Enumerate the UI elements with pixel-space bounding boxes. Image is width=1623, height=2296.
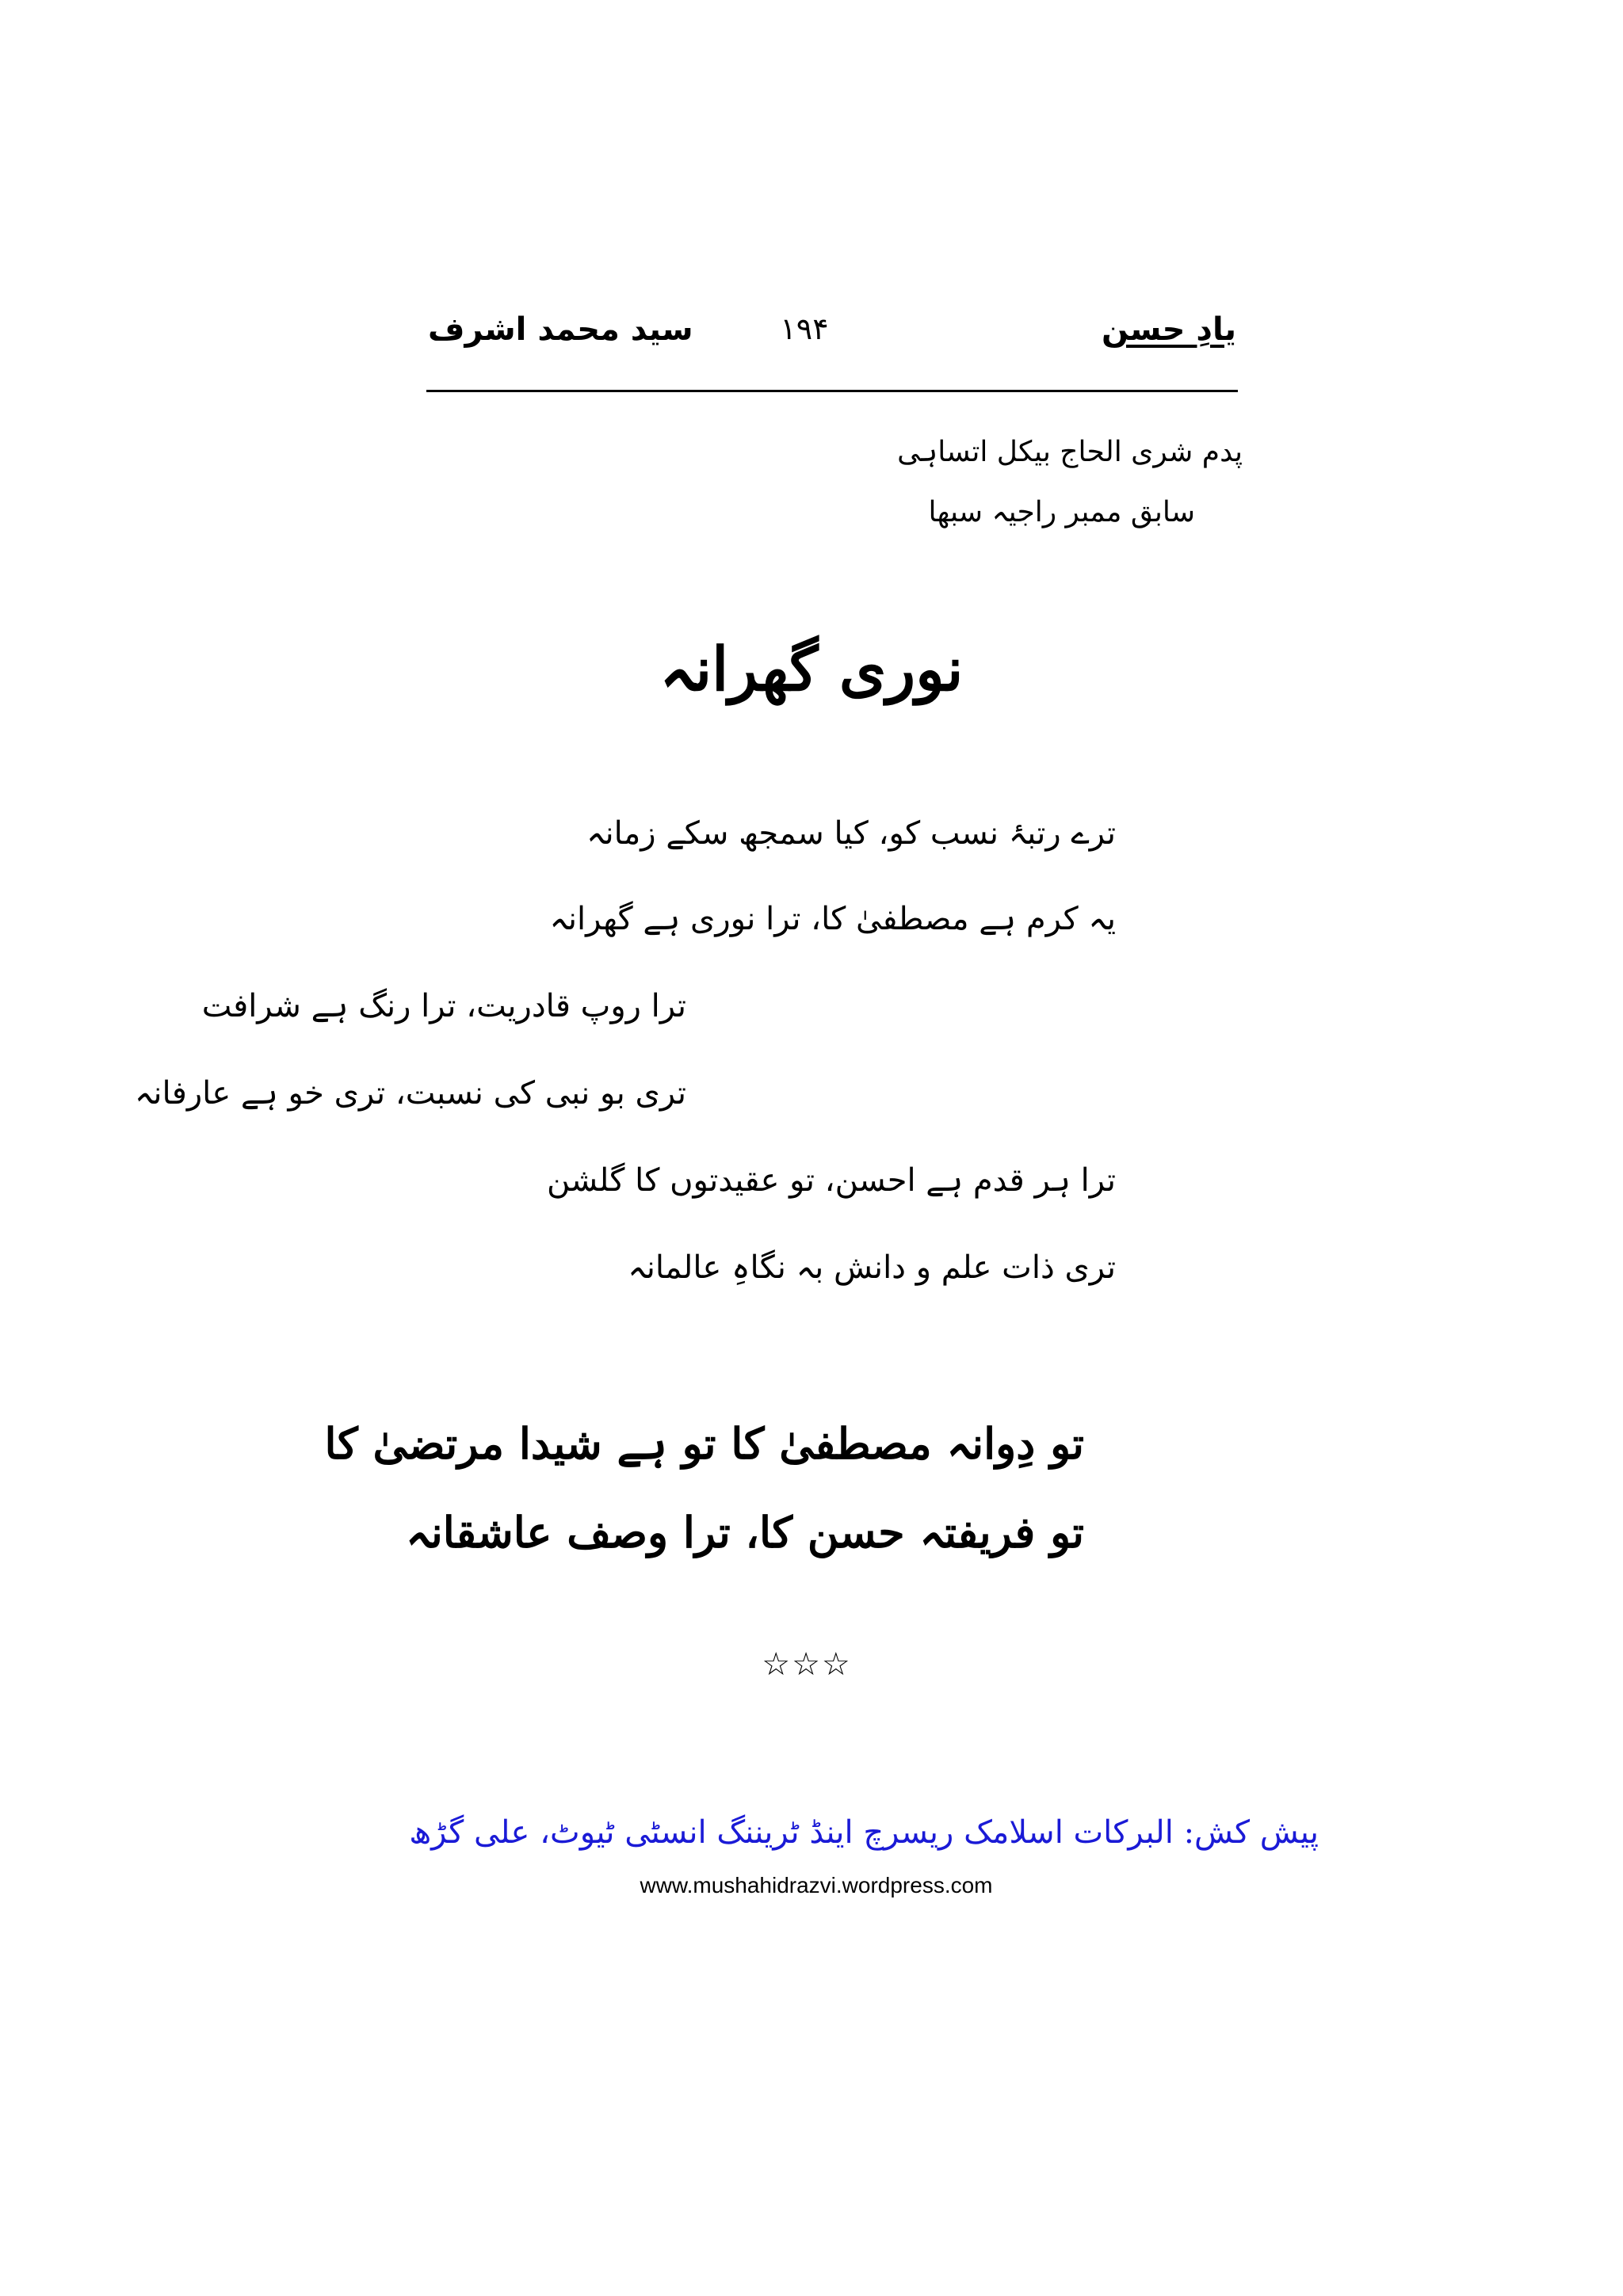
verse-line: تری ذات علم و دانش بہ نگاہِ عالمانہ — [628, 1249, 1116, 1286]
poet-title: سابق ممبر راجیہ سبھا — [928, 496, 1195, 528]
end-stars: ☆☆☆ — [762, 1646, 852, 1683]
footer-url[interactable]: www.mushahidrazvi.wordpress.com — [640, 1873, 993, 1897]
footer-credit: پیش کش: البرکات اسلامک ریسرچ اینڈ ٹریننگ انسٹی ٹیوٹ، علی گڑھ — [409, 1814, 1319, 1851]
book-title: یادِ حسن — [1101, 311, 1236, 348]
verse-line: ترا ہر قدم ہے احسن، تو عقیدتوں کا گلشن — [547, 1162, 1116, 1199]
verse-line: یہ کرم ہے مصطفیٰ کا، ترا نوری ہے گھرانہ — [549, 901, 1116, 937]
verse-line: تری بو نبی کی نسبت، تری خو ہے عارفانہ — [134, 1075, 686, 1112]
header-rule — [426, 390, 1238, 392]
verse-line: ترے رتبۂ نسب کو، کیا سمجھ سکے زمانہ — [586, 815, 1116, 852]
poet-name: پدم شری الحاج بیکل اتساہی — [897, 436, 1243, 468]
poem-title: نوری گھرانہ — [659, 634, 964, 704]
verse-line: ترا روپ قادریت، ترا رنگ ہے شرافت — [201, 988, 686, 1024]
final-couplet-line: تو دِوانہ مصطفیٰ کا تو ہے شیدا مرتضیٰ کا — [324, 1418, 1084, 1469]
header-author: سید محمد اشرف — [428, 311, 693, 348]
page-number: ۱۹۴ — [780, 311, 829, 346]
final-couplet-line: تو فریفتہ حسن کا، ترا وصف عاشقانہ — [406, 1507, 1084, 1558]
